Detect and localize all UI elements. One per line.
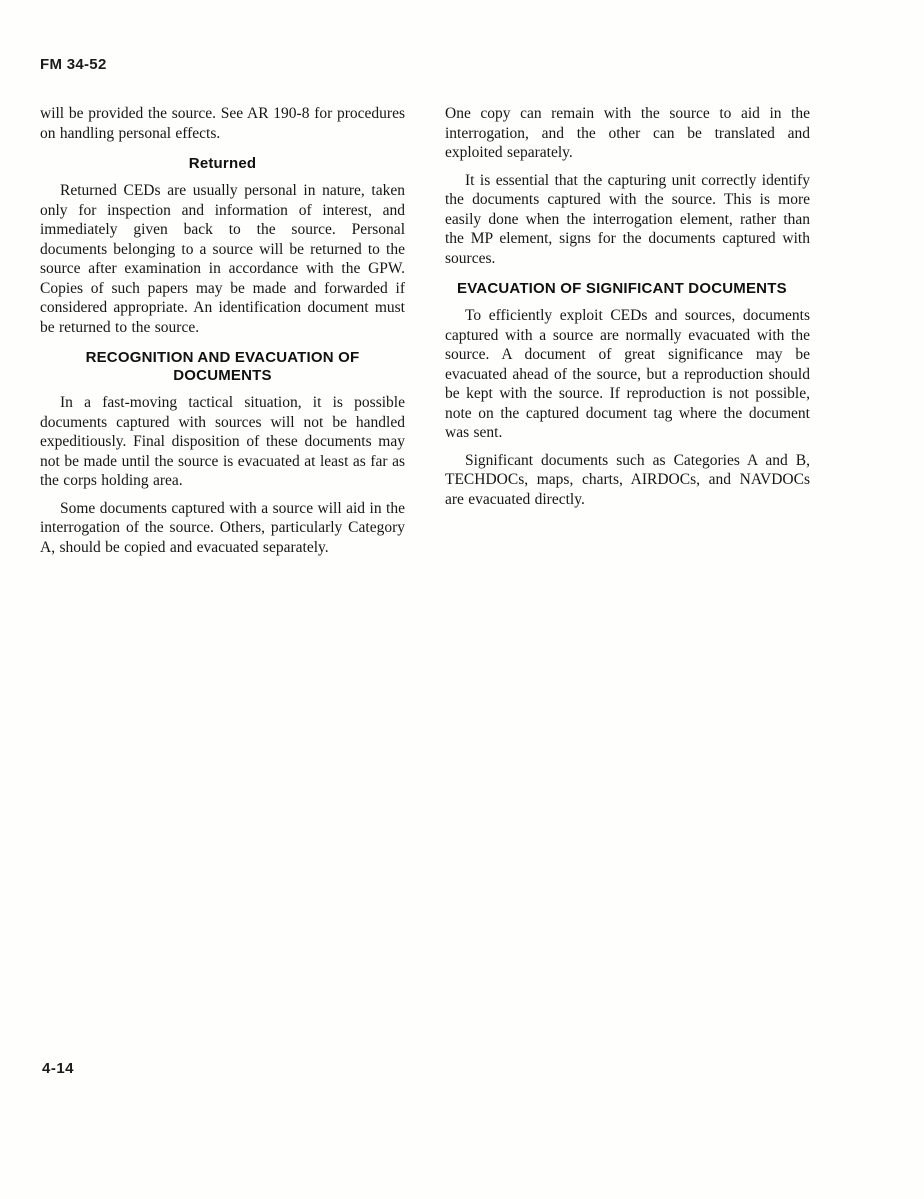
paragraph-recognition-2: Some documents captured with a source will aid in the interrogation of the source. Others, particularly Category A, should be copied and evacuated separately. <box>40 499 405 556</box>
right-column <box>445 104 810 565</box>
paragraph-continuation: will be provided the source. See AR 190-8 for procedures on handling personal effects. <box>40 105 405 142</box>
paragraph-returned: Returned CEDs are usually personal in nature, taken only for inspection and information of interest, and immediately given back to the source. Personal documents belonging to a source will be returned to the source after examination in accordance with the GPW. Copies of such papers may be made and forwarded if considered appropriate. An identification document must be returned to the source. <box>40 182 405 336</box>
two-column-body <box>40 104 810 565</box>
paragraph-recognition-1: In a fast-moving tactical situation, it is possible documents captured with sources will not be handled expeditiously. Final disposition of these documents may not be made until the source is evacuated at least as far as the corps holding area. <box>40 394 405 489</box>
section-heading-recognition-and-evacuation: RECOGNITION AND EVACUATION OF DOCUMENTS <box>85 349 360 384</box>
section-heading-returned: Returned <box>188 155 257 172</box>
left-column <box>40 104 405 565</box>
paragraph-identify: It is essential that the capturing unit correctly identify the documents captured with the source. This is more easily done when the interrogation element, rather than the MP element, signs for the documents captured with sources. <box>445 171 810 267</box>
paragraph-evacuation-1: To efficiently exploit CEDs and sources, documents captured with a source are normally evacuated with the source. A document of great significance may be evacuated ahead of the source, but a reproduction should be kept with the source. If reproduction is not possible, note on the captured document tag where the document was sent. <box>445 307 810 441</box>
section-heading-evacuation-of-significant-documents: EVACUATION OF SIGNIFICANT DOCUMENTS <box>457 280 787 297</box>
running-header: FM 34-52 <box>40 56 107 73</box>
paragraph-evacuation-2: Significant documents such as Categories A and B, TECHDOCs, maps, charts, AIRDOCs, and NAVDOCs are evacuated directly. <box>445 451 810 508</box>
paragraph-continuation: One copy can remain with the source to aid in the interrogation, and the other can be translated and exploited separately. <box>445 105 810 161</box>
page-number: 4-14 <box>42 1060 75 1077</box>
